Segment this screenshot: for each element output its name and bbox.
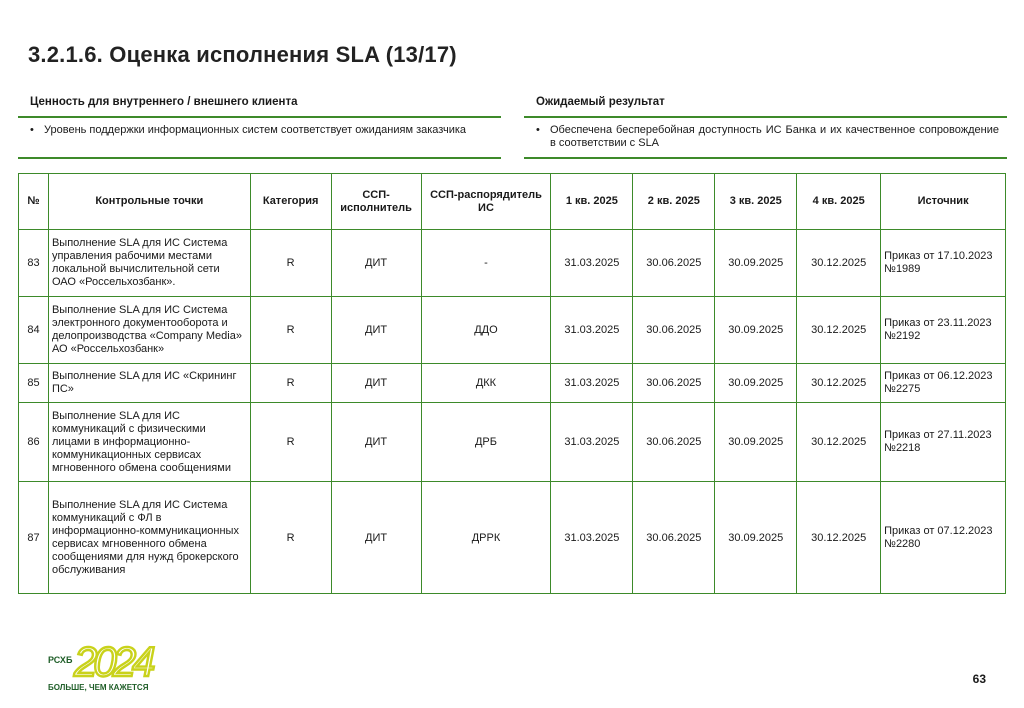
row-executor: ДИТ bbox=[331, 482, 421, 594]
sla-table bbox=[18, 173, 1006, 594]
row-q3: 30.09.2025 bbox=[715, 230, 797, 297]
row-owner: ДКК bbox=[421, 364, 551, 403]
logo-slogan: БОЛЬШЕ, ЧЕМ КАЖЕТСЯ bbox=[48, 683, 149, 692]
header-owner: ССП-распорядитель ИС bbox=[421, 174, 551, 230]
table-row bbox=[19, 230, 1006, 297]
row-q4: 30.12.2025 bbox=[797, 482, 881, 594]
client-value-body bbox=[18, 118, 501, 159]
row-q1: 31.03.2025 bbox=[551, 364, 633, 403]
expected-result-panel bbox=[524, 96, 1007, 159]
header-q3: 3 кв. 2025 bbox=[715, 174, 797, 230]
row-q1: 31.03.2025 bbox=[551, 403, 633, 482]
row-q4: 30.12.2025 bbox=[797, 364, 881, 403]
table-row bbox=[19, 297, 1006, 364]
expected-result-text: Обеспечена бесперебойная доступность ИС Банка и их качественное сопровождение в соответствии с SLA bbox=[550, 124, 999, 149]
header-q2: 2 кв. 2025 bbox=[633, 174, 715, 230]
row-q2: 30.06.2025 bbox=[633, 230, 715, 297]
header-q1: 1 кв. 2025 bbox=[551, 174, 633, 230]
row-q1: 31.03.2025 bbox=[551, 482, 633, 594]
row-q4: 30.12.2025 bbox=[797, 403, 881, 482]
row-q1: 31.03.2025 bbox=[551, 297, 633, 364]
row-num: 86 bbox=[19, 403, 49, 482]
page-title: 3.2.1.6. Оценка исполнения SLA (13/17) bbox=[28, 42, 457, 67]
row-owner: ДДО bbox=[421, 297, 551, 364]
expected-result-body bbox=[524, 118, 1007, 159]
row-q2: 30.06.2025 bbox=[633, 403, 715, 482]
row-executor: ДИТ bbox=[331, 364, 421, 403]
row-num: 84 bbox=[19, 297, 49, 364]
table-row bbox=[19, 403, 1006, 482]
row-q2: 30.06.2025 bbox=[633, 364, 715, 403]
row-category: R bbox=[250, 482, 331, 594]
header-source: Источник bbox=[881, 174, 1006, 230]
row-executor: ДИТ bbox=[331, 403, 421, 482]
row-category: R bbox=[250, 403, 331, 482]
row-checkpoint: Выполнение SLA для ИС коммуникаций с физическими лицами в информационно-коммуникационных сервисах мгновенного обмена сообщениями bbox=[48, 403, 250, 482]
row-checkpoint: Выполнение SLA для ИС «Скрининг ПС» bbox=[48, 364, 250, 403]
row-checkpoint: Выполнение SLA для ИС Система электронного документооборота и делопроизводства «Company Media» АО «Россельхозбанк» bbox=[48, 297, 250, 364]
row-executor: ДИТ bbox=[331, 297, 421, 364]
header-q4: 4 кв. 2025 bbox=[797, 174, 881, 230]
row-q3: 30.09.2025 bbox=[715, 364, 797, 403]
row-source: Приказ от 23.11.2023 №2192 bbox=[881, 297, 1006, 364]
row-q3: 30.09.2025 bbox=[715, 482, 797, 594]
client-value-panel bbox=[18, 96, 501, 159]
row-q1: 31.03.2025 bbox=[551, 230, 633, 297]
bullet-icon: • bbox=[30, 124, 34, 136]
row-source: Приказ от 07.12.2023 №2280 bbox=[881, 482, 1006, 594]
row-source: Приказ от 06.12.2023 №2275 bbox=[881, 364, 1006, 403]
row-q2: 30.06.2025 bbox=[633, 297, 715, 364]
expected-result-heading: Ожидаемый результат bbox=[524, 96, 1007, 118]
header-checkpoints: Контрольные точки bbox=[48, 174, 250, 230]
row-category: R bbox=[250, 364, 331, 403]
table-row bbox=[19, 364, 1006, 403]
client-value-text: Уровень поддержки информационных систем соответствует ожиданиям заказчика bbox=[44, 124, 467, 136]
header-num: № bbox=[19, 174, 49, 230]
row-q3: 30.09.2025 bbox=[715, 403, 797, 482]
table-header-row bbox=[19, 174, 1006, 230]
row-owner: - bbox=[421, 230, 551, 297]
row-num: 83 bbox=[19, 230, 49, 297]
page-number: 63 bbox=[972, 672, 986, 686]
row-q4: 30.12.2025 bbox=[797, 297, 881, 364]
row-checkpoint: Выполнение SLA для ИС Система коммуникаций с ФЛ в информационно-коммуникационных сервисах мгновенного обмена сообщениями для нужд брокерского обслуживания bbox=[48, 482, 250, 594]
table-row bbox=[19, 482, 1006, 594]
row-q3: 30.09.2025 bbox=[715, 297, 797, 364]
row-checkpoint: Выполнение SLA для ИС Система управления рабочими местами локальной вычислительной сети ОАО «Россельхозбанк». bbox=[48, 230, 250, 297]
row-category: R bbox=[250, 297, 331, 364]
rshb-2024-logo bbox=[40, 632, 160, 696]
row-category: R bbox=[250, 230, 331, 297]
row-q4: 30.12.2025 bbox=[797, 230, 881, 297]
row-source: Приказ от 17.10.2023 №1989 bbox=[881, 230, 1006, 297]
row-owner: ДРБ bbox=[421, 403, 551, 482]
row-owner: ДРРК bbox=[421, 482, 551, 594]
row-num: 87 bbox=[19, 482, 49, 594]
client-value-heading: Ценность для внутреннего / внешнего клиента bbox=[18, 96, 501, 118]
row-q2: 30.06.2025 bbox=[633, 482, 715, 594]
row-num: 85 bbox=[19, 364, 49, 403]
logo-year: 2024 bbox=[74, 638, 152, 685]
row-source: Приказ от 27.11.2023 №2218 bbox=[881, 403, 1006, 482]
header-category: Категория bbox=[250, 174, 331, 230]
header-executor: ССП-исполнитель bbox=[331, 174, 421, 230]
logo-brand: РСХБ bbox=[48, 655, 73, 665]
row-executor: ДИТ bbox=[331, 230, 421, 297]
bullet-icon: • bbox=[536, 124, 540, 136]
